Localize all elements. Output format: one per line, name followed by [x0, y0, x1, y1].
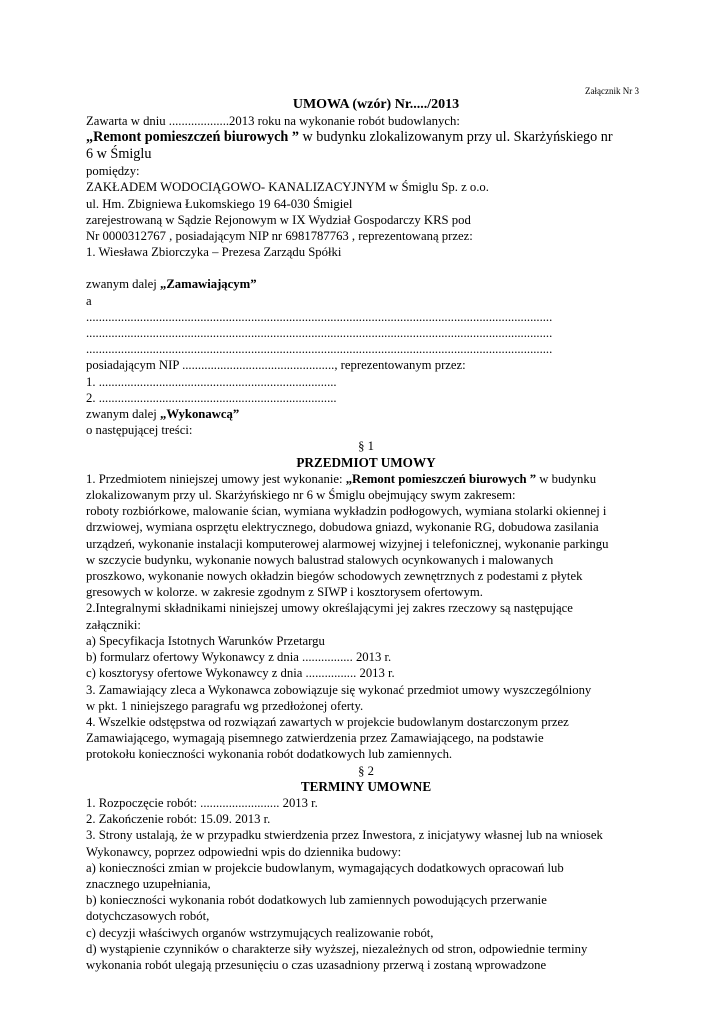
- employer-role: „Zamawiającym”: [159, 277, 257, 292]
- section-1-line: roboty rozbiórkowe, malowanie ścian, wymiana wykładzin podłogowych, wymiana stolarki okiennej i: [86, 504, 607, 519]
- point-1-text-end: w budynku: [536, 471, 597, 486]
- contractor-blank-1: ...................................................................................................................................................: [86, 309, 553, 324]
- task-line-2: 6 w Śmiglu: [86, 146, 152, 163]
- section-1-point-1: [86, 471, 646, 487]
- section-1-lines: [86, 487, 646, 762]
- employer-representative: 1. Wiesława Zbiorczyka – Prezesa Zarządu Spółki: [86, 245, 342, 260]
- section-1-line: a) Specyfikacja Istotnych Warunków Przetargu: [86, 633, 325, 648]
- employer-called: [86, 276, 646, 292]
- contractor-role: „Wykonawcą”: [159, 407, 240, 422]
- section-1-line: 2.Integralnymi składnikami niniejszej umowy określającymi jej zakres rzeczowy są następujące: [86, 601, 573, 616]
- section-2-line: d) wystąpienie czynników o charakterze siły wyższej, niezależnych od stron, odpowiednie terminy: [86, 941, 588, 956]
- section-1-line: w pkt. 1 niniejszego paragrafu wg przedłożonej oferty.: [86, 698, 364, 713]
- concluded-line: Zawarta w dniu ...................2013 roku na wykonanie robót budowlanych:: [86, 114, 460, 128]
- section-1-number: § 1: [358, 439, 374, 454]
- section-1-line: zlokalizowanym przy ul. Skarżyńskiego nr 6 w Śmiglu obejmujący swym zakresem:: [86, 488, 516, 503]
- task-line: [86, 129, 646, 146]
- between-label: pomiędzy:: [86, 164, 140, 179]
- section-2-lines: [86, 795, 646, 973]
- employer-registration: zarejestrowaną w Sądzie Rejonowym w IX Wydział Gospodarczy KRS pod: [86, 212, 471, 227]
- section-1-line: proszkowo, wykonanie nowych okładzin biegów schodowych zewnętrznych z podestami z płytek: [86, 569, 583, 584]
- section-1-line: Zamawiającego, wymagają pisemnego zatwierdzenia przez Zamawiającego, na podstawie: [86, 731, 544, 746]
- section-2-line: znacznego uzupełniania,: [86, 876, 211, 891]
- called-prefix: zwanym dalej: [86, 277, 160, 292]
- section-2-line: 3. Strony ustalają, że w przypadku stwierdzenia przez Inwestora, z inicjatywy własnej lub na wniosek: [86, 828, 603, 843]
- section-1-line: protokołu konieczności wykonania robót dodatkowych lub zamiennych.: [86, 747, 453, 762]
- employer-numbers: Nr 0000312767 , posiadającym NIP nr 6981787763 , reprezentowaną przez:: [86, 229, 473, 244]
- section-1-line: 4. Wszelkie odstępstwa od rozwiązań zawartych w projekcie budowlanym dostarczonym przez: [86, 714, 569, 729]
- section-1-line: c) kosztorysy ofertowe Wykonawcy z dnia ................ 2013 r.: [86, 666, 395, 681]
- task-location: w budynku zlokalizowanym przy ul. Skarżyńskiego nr: [298, 129, 613, 146]
- point-1-text: 1. Przedmiotem niniejszej umowy jest wykonanie:: [86, 471, 346, 486]
- task-name: „Remont pomieszczeń biurowych ”: [86, 129, 299, 146]
- section-1-line: drzwiowej, wymiana osprzętu elektrycznego, dobudowa gniazd, wykonanie RG, dobudowa zasilania: [86, 520, 599, 535]
- section-1-line: b) formularz ofertowy Wykonawcy z dnia ................ 2013 r.: [86, 650, 392, 665]
- contract-title: UMOWA (wzór) Nr...../2013: [292, 97, 460, 112]
- following-label: o następującej treści:: [86, 423, 193, 438]
- section-2-number: § 2: [358, 763, 374, 778]
- section-1-line: gresowych w kolorze. w zakresie zgodnym z SIWP i kosztorysem ofertowym.: [86, 585, 483, 600]
- section-2-line: 1. Rozpoczęcie robót: ......................... 2013 r.: [86, 795, 318, 810]
- section-1-line: w szczycie budynku, wykonanie nowych balustrad stalowych ocynkowanych i malowanych: [86, 552, 554, 567]
- section-2-line: Wykonawcy, poprzez odpowiedni wpis do dziennika budowy:: [86, 844, 402, 859]
- contractor-rep-2: 2. ...........................................................................: [86, 390, 337, 405]
- section-2-heading: TERMINY UMOWNE: [300, 778, 432, 794]
- contractor-nip: posiadającym NIP ................................................, reprezentowanym przez:: [86, 358, 466, 373]
- section-2-line: wykonania robót ulegają przesunięciu o czas uzasadniony przerwą i zostaną wprowadzone: [86, 957, 547, 972]
- called-prefix: zwanym dalej: [86, 407, 160, 422]
- section-2-line: a) konieczności zmian w projekcie budowlanym, wymagających dodatkowych opracowań lub: [86, 860, 564, 875]
- section-1-line: urządzeń, wykonanie instalacji komputerowej alarmowej wizyjnej i telefonicznej, wykonanie parkingu: [86, 536, 609, 551]
- employer-address: ul. Hm. Zbigniewa Łukomskiego 19 64-030 Śmigiel: [86, 196, 353, 211]
- section-2-line: 2. Zakończenie robót: 15.09. 2013 r.: [86, 812, 271, 827]
- contractor-blank-2: ...................................................................................................................................................: [86, 326, 553, 341]
- point-1-task: „Remont pomieszczeń biurowych ”: [345, 471, 537, 486]
- section-1-line: 3. Zamawiający zleca a Wykonawca zobowiązuje się wykonać przedmiot umowy wyszczególniony: [86, 682, 592, 697]
- document-body: [86, 97, 646, 973]
- section-2-line: dotychczasowych robót,: [86, 909, 210, 924]
- spacer: [86, 260, 646, 276]
- annex-label: Załącznik Nr 3: [585, 86, 639, 96]
- section-2-line: c) decyzji właściwych organów wstrzymujących realizowanie robót,: [86, 925, 434, 940]
- and-label: a: [86, 293, 92, 308]
- contractor-blank-3: ...................................................................................................................................................: [86, 342, 553, 357]
- section-1-line: załączniki:: [86, 617, 141, 632]
- section-1-heading: PRZEDMIOT UMOWY: [296, 454, 436, 470]
- employer-name: ZAKŁADEM WODOCIĄGOWO- KANALIZACYJNYM w Śmiglu Sp. z o.o.: [86, 180, 489, 195]
- contractor-called: [86, 406, 646, 422]
- section-2-line: b) konieczności wykonania robót dodatkowych lub zamiennych powodujących przerwanie: [86, 893, 547, 908]
- contractor-rep-1: 1. ...........................................................................: [86, 374, 337, 389]
